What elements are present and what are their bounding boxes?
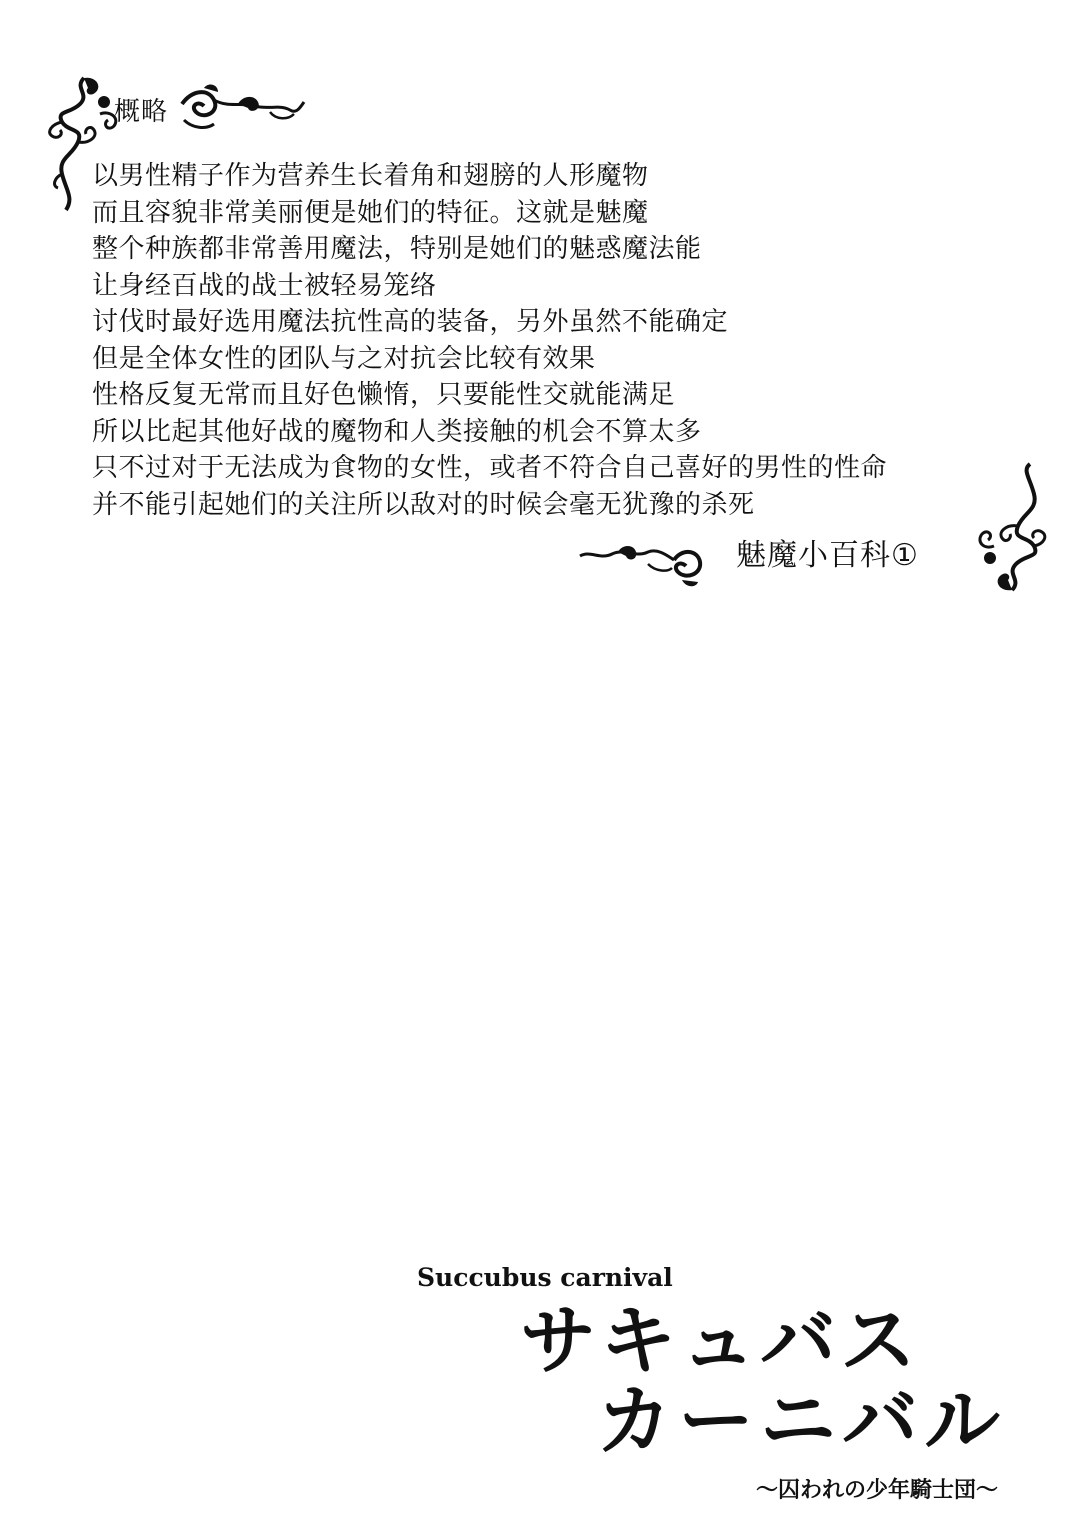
description-line: 而且容貌非常美丽便是她们的特征。这就是魅魔 — [92, 197, 649, 228]
ornament-corner-bottom-right-icon — [972, 462, 1048, 594]
description-line: 性格反复无常而且好色懒惰，只要能性交就能满足 — [92, 380, 676, 410]
description-line: 所以比起其他好战的魔物和人类接触的机会不算太多 — [92, 416, 702, 447]
description-line: 但是全体女性的团队与之对抗会比较有效果 — [92, 343, 596, 374]
ornament-flourish-bottom-icon — [578, 530, 706, 590]
description-body — [92, 158, 887, 523]
description-line: 让身经百战的战士被轻易笼络 — [92, 270, 437, 301]
description-line: 以男性精子作为营养生长着角和翅膀的人形魔物 — [92, 161, 649, 191]
logo-japanese-title-line1: サキュバス — [520, 1296, 920, 1385]
ornament-flourish-top-icon — [178, 80, 306, 136]
description-line: 只不过对于无法成为食物的女性，或者不符合自己喜好的男性的性命 — [92, 453, 888, 483]
logo-japanese-title-line2: カーニバル — [596, 1376, 1006, 1465]
description-line: 并不能引起她们的关注所以敌对的时候会毫无犹豫的杀死 — [92, 489, 755, 520]
caption-title: 魅魔小百科① — [736, 538, 919, 573]
description-line: 整个种族都非常善用魔法，特别是她们的魅惑魔法能 — [92, 234, 702, 264]
description-line: 讨伐时最好选用魔法抗性高的装备，另外虽然不能确定 — [92, 307, 729, 337]
logo-english-title: Succubus carnival — [417, 1263, 673, 1292]
section-heading: 概略 — [114, 97, 169, 127]
logo-subtitle: ～囚われの少年騎士団～ — [756, 1477, 999, 1503]
